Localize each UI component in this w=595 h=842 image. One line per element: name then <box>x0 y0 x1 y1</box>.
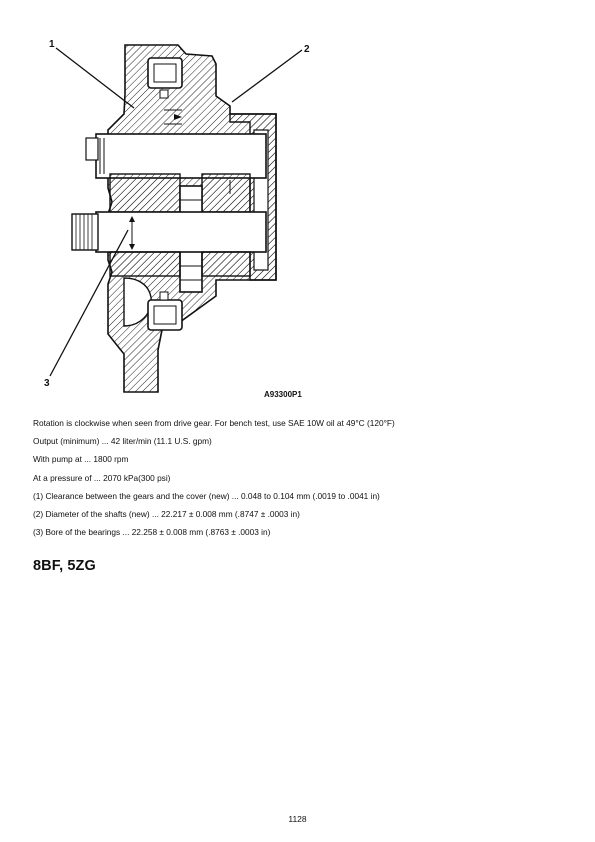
callout-1: 1 <box>49 39 55 50</box>
upper-shaft-end <box>86 138 98 160</box>
callout-2: 2 <box>304 44 310 55</box>
pump-cross-section-drawing <box>40 34 320 406</box>
lower-gear-left <box>110 252 180 276</box>
spec-rotation: Rotation is clockwise when seen from drive gear. For bench test, use SAE 10W oil at 49°C (120°F) <box>33 418 395 428</box>
lower-shaft <box>96 212 266 252</box>
spec-gear-clearance: (1) Clearance between the gears and the cover (new) ... 0.048 to 0.104 mm (.0019 to .0041 in) <box>33 490 380 501</box>
spec-shaft-diameter: (2) Diameter of the shafts (new) ... 22.217 ± 0.008 mm (.8747 ± .0003 in) <box>33 508 300 519</box>
figure-id-code: A93300P1 <box>264 390 302 399</box>
page-number: 1128 <box>288 814 307 824</box>
spec-pressure: At a pressure of ... 2070 kPa(300 psi) <box>33 472 171 483</box>
pump-cross-section-figure <box>40 34 320 406</box>
upper-gear-left <box>110 174 180 212</box>
lower-pin <box>160 292 168 300</box>
lower-gear-right <box>202 252 250 276</box>
callout-3: 3 <box>44 378 50 389</box>
upper-bearing-inner <box>154 64 176 82</box>
spec-pump-speed: With pump at ... 1800 rpm <box>33 454 129 465</box>
spec-list <box>33 418 563 545</box>
spec-bearing-bore: (3) Bore of the bearings ... 22.258 ± 0.008 mm (.8763 ± .0003 in) <box>33 527 271 538</box>
upper-gear-right <box>202 174 250 212</box>
section-heading: 8BF, 5ZG <box>33 558 96 574</box>
upper-pin <box>160 90 168 98</box>
spec-output: Output (minimum) ... 42 liter/min (11.1 U.S. gpm) <box>33 436 212 447</box>
leader-line-1 <box>56 48 134 108</box>
lower-bearing-inner <box>154 306 176 324</box>
leader-line-2 <box>232 50 302 102</box>
upper-shaft <box>96 134 266 178</box>
